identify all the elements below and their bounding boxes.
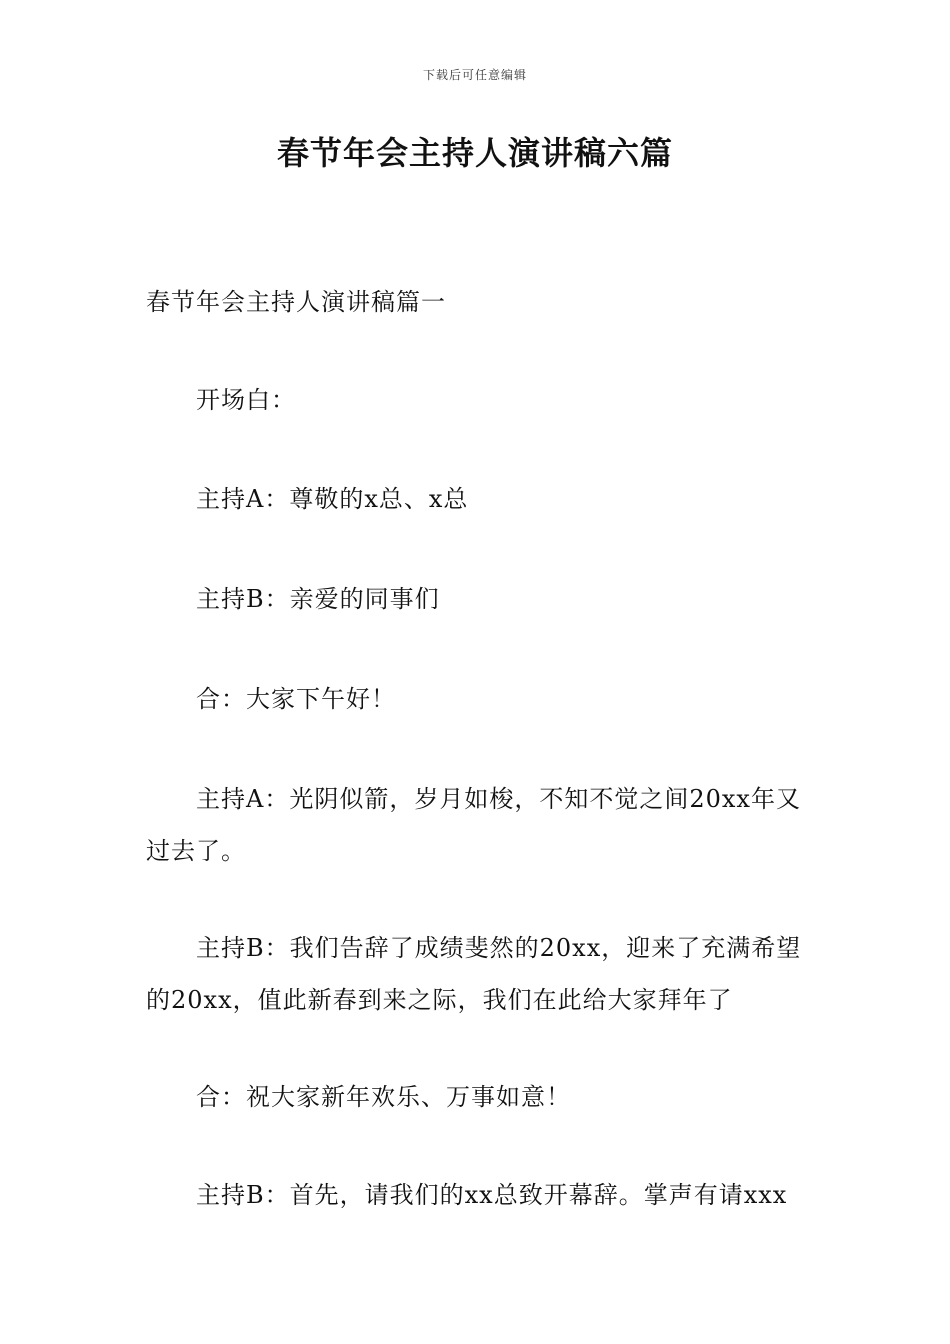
section-heading: 春节年会主持人演讲稿篇一: [146, 288, 446, 316]
document-title: 春节年会主持人演讲稿六篇: [276, 134, 673, 172]
paragraph-host-b-greeting: 主持B：亲爱的同事们: [196, 585, 440, 613]
paragraph-host-b-invite: 主持B：首先，请我们的xx总致开幕辞。掌声有请xxx: [196, 1181, 788, 1209]
paragraph-host-b-newyear: 主持B：我们告辞了成绩斐然的20xx，迎来了充满希望的20xx，值此新春到来之际，我们在此给大家拜年了: [146, 934, 802, 1014]
paragraph-host-a-time: 主持A：光阴似箭，岁月如梭，不知不觉之间20xx年又过去了。: [146, 785, 801, 865]
paragraph-together-wishes: 合：祝大家新年欢乐、万事如意！: [196, 1083, 571, 1111]
paragraph-host-a-greeting: 主持A：尊敬的x总、x总: [196, 485, 469, 513]
paragraph-together-greeting: 合：大家下午好！: [196, 685, 396, 713]
paragraph-opening: 开场白：: [196, 386, 296, 414]
header-note: 下载后可任意编辑: [422, 68, 527, 82]
